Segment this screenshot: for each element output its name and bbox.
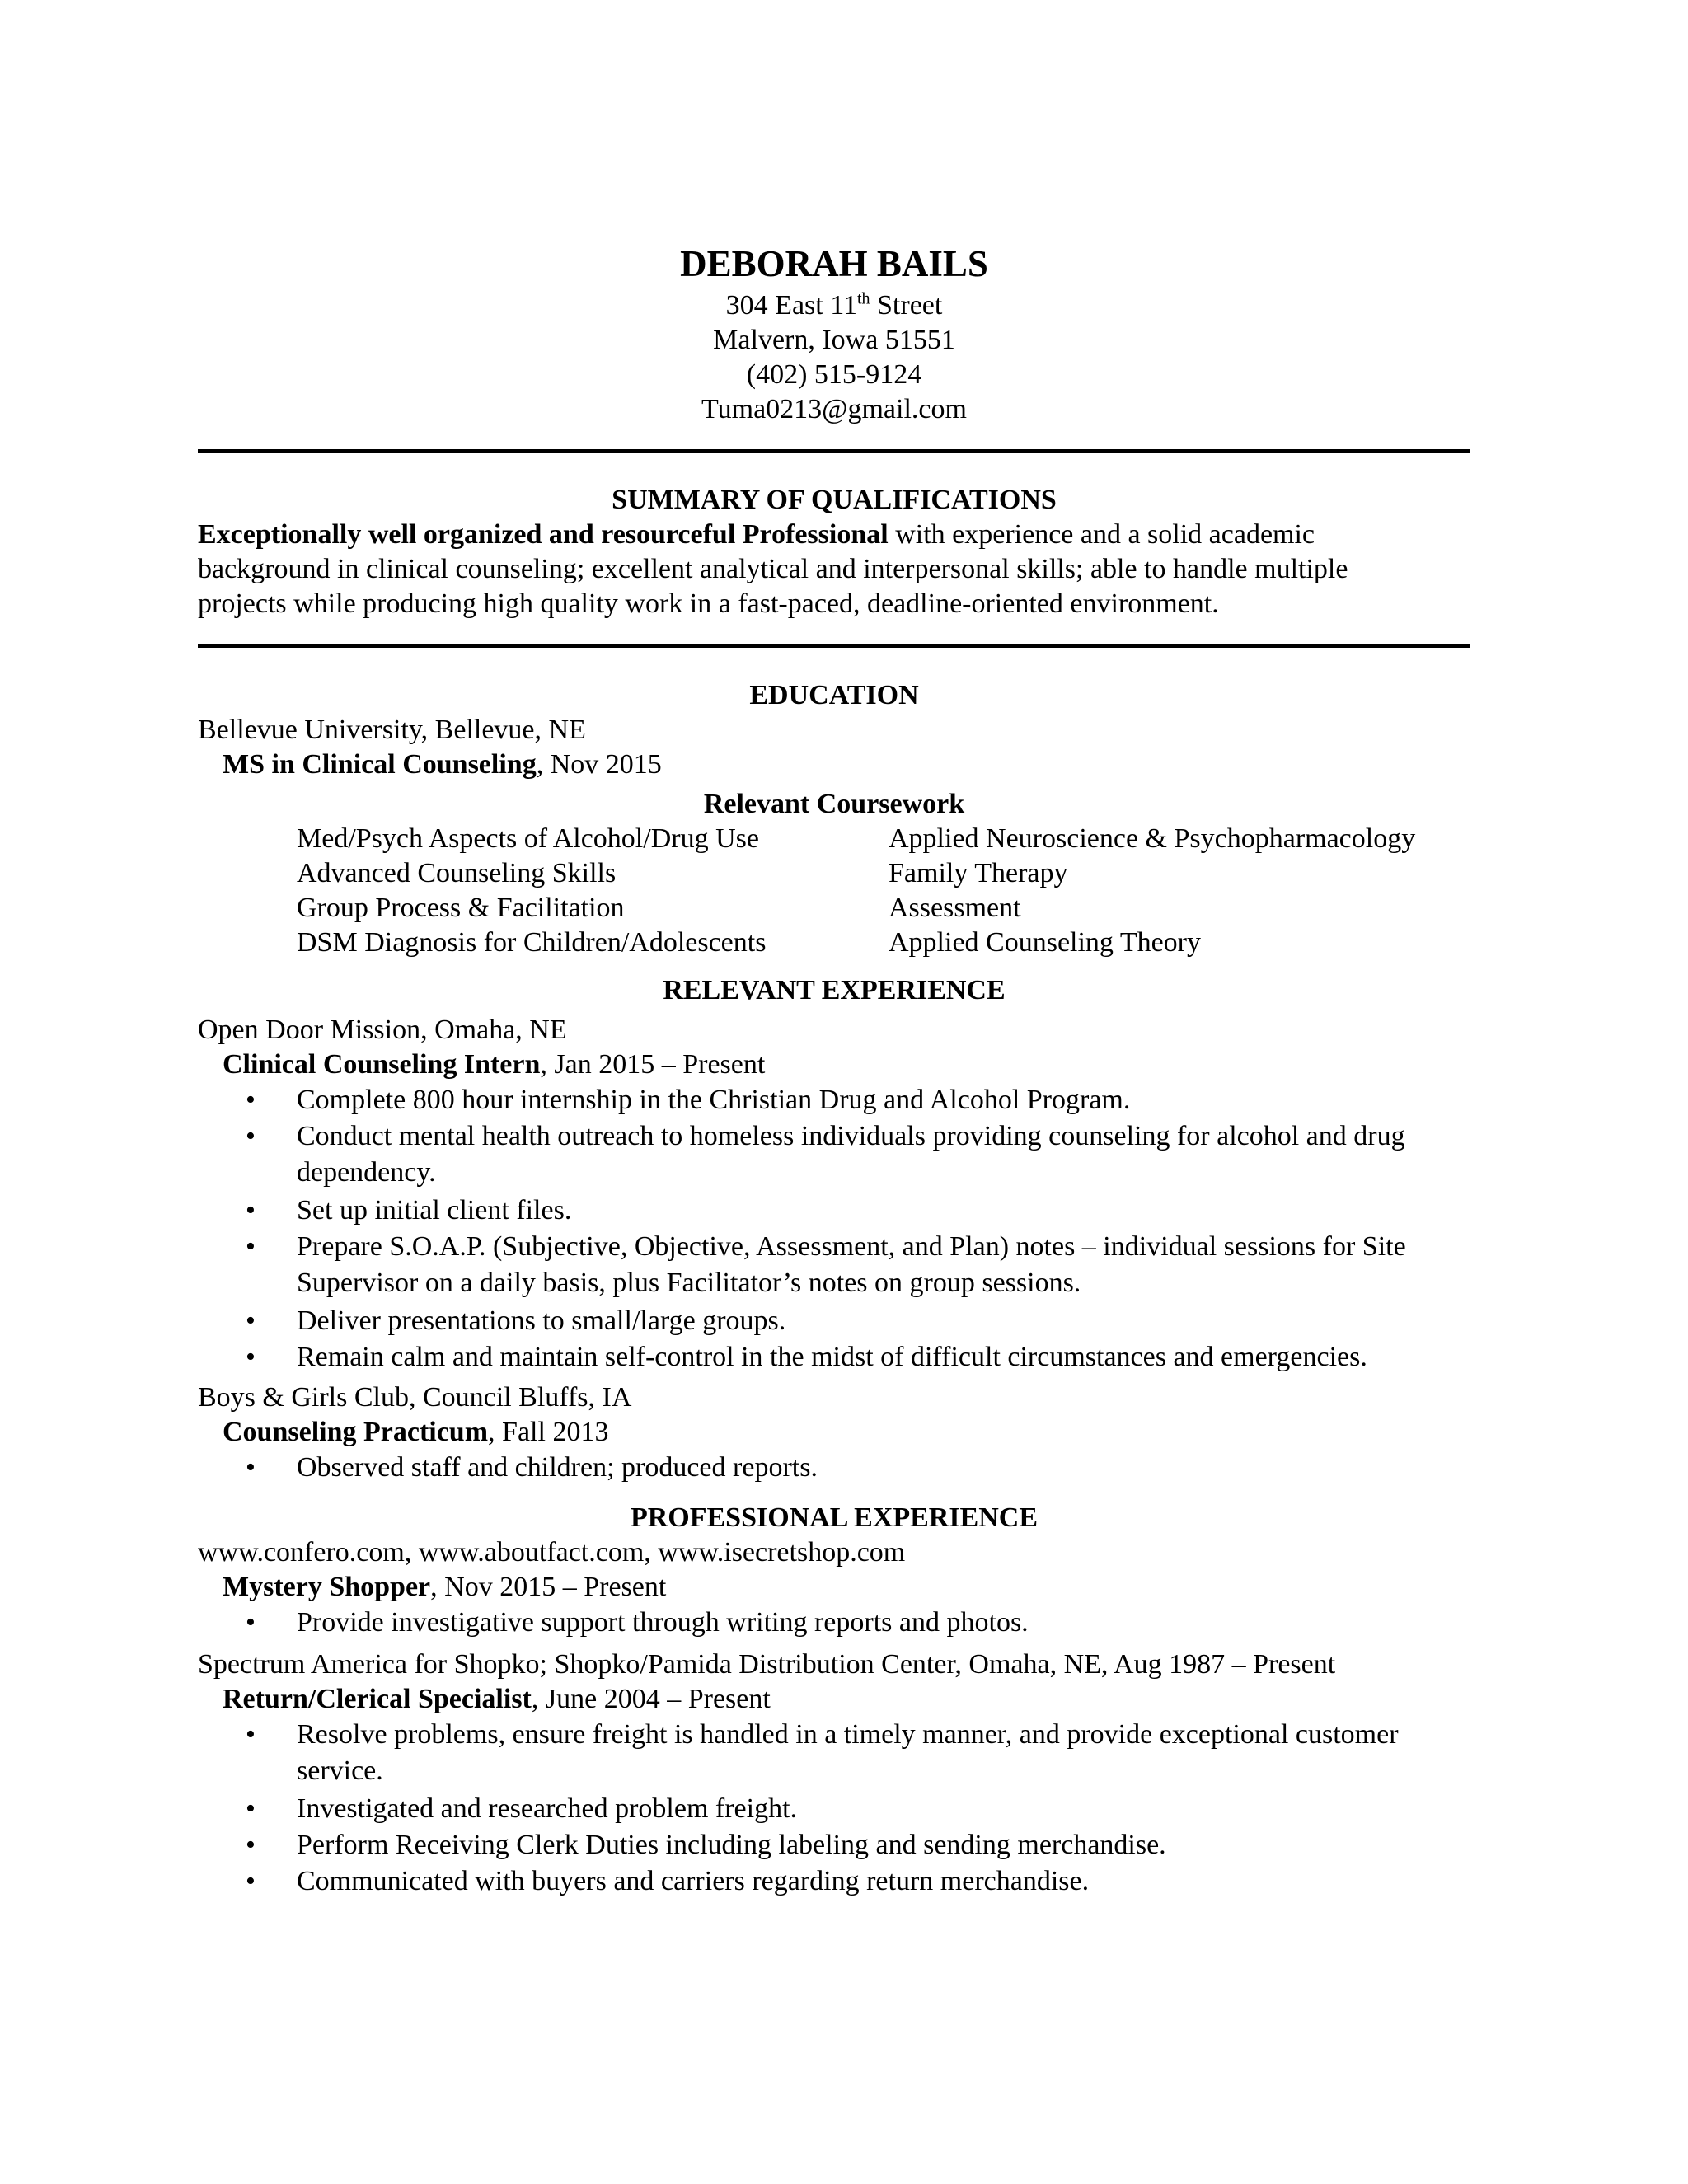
course-item: Applied Neuroscience & Psychopharmacology xyxy=(889,823,1416,854)
bullet-text: Set up initial client files. xyxy=(297,1195,572,1226)
education-degree xyxy=(198,748,1470,782)
professional-experience-title: PROFESSIONAL EXPERIENCE xyxy=(630,1502,1039,1533)
summary-line3: projects while producing high quality work in a fast-paced, deadline-oriented environment. xyxy=(198,588,1219,619)
summary-lead: Exceptionally well organized and resourceful Professional xyxy=(198,519,889,550)
email-address: Tuma0213@gmail.com xyxy=(701,394,967,424)
bullet-text: Investigated and researched problem freight. xyxy=(297,1793,798,1824)
bullet-icon: • xyxy=(246,1342,256,1372)
list-item xyxy=(198,1827,1470,1863)
course-item: Family Therapy xyxy=(889,858,1068,888)
job-title: Return/Clerical Specialist xyxy=(223,1684,532,1714)
job-bullets xyxy=(198,1605,1470,1641)
address-street-number: 304 East 11 xyxy=(725,290,857,321)
job-dates: , Fall 2013 xyxy=(488,1417,609,1447)
address-street-suffix: th xyxy=(856,289,870,308)
job-dates: , June 2004 – Present xyxy=(531,1684,771,1714)
summary-line2: background in clinical counseling; excellent analytical and interpersonal skills; able to handle multiple xyxy=(198,554,1348,584)
coursework-grid xyxy=(198,822,1470,960)
bullet-icon: • xyxy=(246,1231,256,1262)
bullet-icon: • xyxy=(246,1719,256,1750)
bullet-text: Complete 800 hour internship in the Christian Drug and Alcohol Program. xyxy=(297,1085,1131,1115)
education-title: EDUCATION xyxy=(749,680,919,710)
list-item xyxy=(198,1791,1470,1827)
job-bullets xyxy=(198,1450,1470,1486)
bullet-text: Conduct mental health outreach to homeless individuals providing counseling for alcohol and drug dependency. xyxy=(297,1121,1405,1188)
list-item xyxy=(198,1450,1470,1486)
bullet-text: Communicated with buyers and carriers regarding return merchandise. xyxy=(297,1866,1090,1896)
resume-page xyxy=(198,239,1470,1900)
divider-rule xyxy=(198,449,1470,453)
job-role xyxy=(198,1682,1470,1717)
divider-rule xyxy=(198,644,1470,648)
job-title: Mystery Shopper xyxy=(223,1572,431,1602)
degree-name: MS in Clinical Counseling xyxy=(223,749,537,780)
bullet-icon: • xyxy=(246,1830,256,1860)
summary-section xyxy=(198,483,1470,621)
list-item xyxy=(198,1229,1470,1301)
list-item xyxy=(198,1082,1470,1118)
bullet-icon: • xyxy=(246,1452,256,1483)
job-bullets xyxy=(198,1717,1470,1900)
bullet-icon: • xyxy=(246,1195,256,1226)
bullet-icon: • xyxy=(246,1793,256,1824)
list-item xyxy=(198,1605,1470,1641)
job-dates: , Nov 2015 – Present xyxy=(430,1572,667,1602)
bullet-icon: • xyxy=(246,1607,256,1638)
bullet-icon: • xyxy=(246,1085,256,1115)
relevant-experience-section xyxy=(198,973,1470,1486)
degree-date: , Nov 2015 xyxy=(536,749,662,780)
resume-header xyxy=(198,239,1470,427)
bullet-text: Resolve problems, ensure freight is handled in a timely manner, and provide exceptional customer service. xyxy=(297,1719,1399,1786)
list-item xyxy=(198,1303,1470,1339)
list-item xyxy=(198,1118,1470,1191)
course-item: Group Process & Facilitation xyxy=(297,893,625,923)
bullet-text: Observed staff and children; produced reports. xyxy=(297,1452,818,1483)
course-item: Med/Psych Aspects of Alcohol/Drug Use xyxy=(297,823,759,854)
bullet-text: Remain calm and maintain self-control in the midst of difficult circumstances and emergencies. xyxy=(297,1342,1367,1372)
job-org: www.confero.com, www.aboutfact.com, www.isecretshop.com xyxy=(198,1537,906,1568)
phone-number: (402) 515-9124 xyxy=(746,359,922,390)
job-title: Counseling Practicum xyxy=(223,1417,489,1447)
address-street xyxy=(198,288,1470,323)
summary-title: SUMMARY OF QUALIFICATIONS xyxy=(612,485,1057,515)
job-org: Spectrum America for Shopko; Shopko/Pamida Distribution Center, Omaha, NE, Aug 1987 – Present xyxy=(198,1649,1336,1680)
job-bullets xyxy=(198,1082,1470,1376)
course-item: Advanced Counseling Skills xyxy=(297,858,617,888)
address-street-name: Street xyxy=(870,290,943,321)
bullet-text: Perform Receiving Clerk Duties including labeling and sending merchandise. xyxy=(297,1830,1166,1860)
course-item: Assessment xyxy=(889,893,1021,923)
list-item xyxy=(198,1339,1470,1376)
job-role xyxy=(198,1047,1470,1082)
candidate-name: DEBORAH BAILS xyxy=(680,243,988,284)
professional-experience-section xyxy=(198,1501,1470,1900)
job-dates: , Jan 2015 – Present xyxy=(540,1049,766,1080)
job-role xyxy=(198,1415,1470,1450)
list-item xyxy=(198,1193,1470,1229)
bullet-text: Provide investigative support through writing reports and photos. xyxy=(297,1607,1029,1638)
bullet-text: Prepare S.O.A.P. (Subjective, Objective, Assessment, and Plan) notes – individual sessions for Site Supervisor on a daily basis, plus Facilitator’s notes on group sessions. xyxy=(297,1231,1406,1298)
job-org: Open Door Mission, Omaha, NE xyxy=(198,1015,567,1045)
summary-line1: with experience and a solid academic xyxy=(888,519,1315,550)
address-city: Malvern, Iowa 51551 xyxy=(713,325,955,355)
coursework-title: Relevant Coursework xyxy=(703,789,965,819)
list-item xyxy=(198,1717,1470,1789)
course-item: DSM Diagnosis for Children/Adolescents xyxy=(297,927,767,958)
job-role xyxy=(198,1570,1470,1605)
job-title: Clinical Counseling Intern xyxy=(223,1049,541,1080)
bullet-icon: • xyxy=(246,1866,256,1896)
course-item: Applied Counseling Theory xyxy=(889,927,1201,958)
education-school: Bellevue University, Bellevue, NE xyxy=(198,715,586,745)
education-section xyxy=(198,678,1470,960)
relevant-experience-title: RELEVANT EXPERIENCE xyxy=(663,975,1006,1005)
job-org: Boys & Girls Club, Council Bluffs, IA xyxy=(198,1382,632,1413)
bullet-icon: • xyxy=(246,1305,256,1336)
bullet-icon: • xyxy=(246,1121,256,1151)
list-item xyxy=(198,1863,1470,1900)
bullet-text: Deliver presentations to small/large groups. xyxy=(297,1305,786,1336)
summary-text xyxy=(198,518,1470,621)
